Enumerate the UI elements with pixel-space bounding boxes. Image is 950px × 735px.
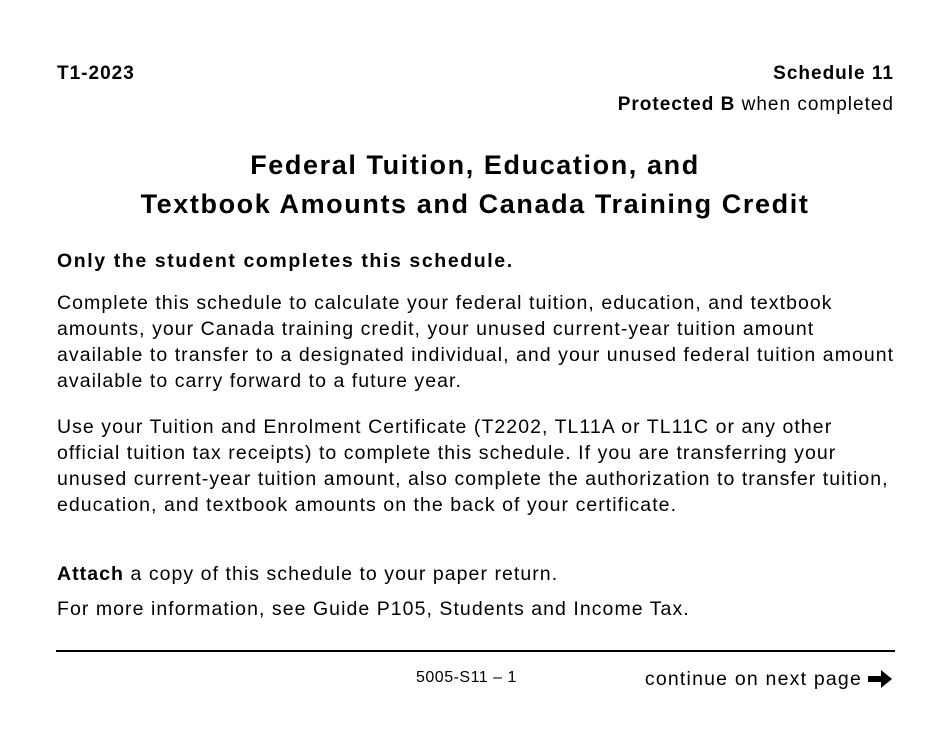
form-number: 5005-S11 – 1: [416, 669, 517, 686]
footer-divider: [56, 650, 895, 652]
arrow-right-icon: [866, 667, 894, 691]
attach-instruction: [57, 561, 902, 587]
page-title-line-1: Federal Tuition, Education, and: [250, 150, 700, 180]
more-info-text: For more information, see Guide P105, Students and Income Tax.: [57, 598, 690, 620]
protected-status-rest: when completed: [735, 94, 894, 115]
header-right: [618, 63, 894, 116]
page-title: [0, 146, 950, 224]
only-student-notice: Only the student completes this schedule.: [57, 250, 514, 272]
intro-paragraph-2: Use your Tuition and Enrolment Certificate (T2202, TL11A or TL11C or any other official tuition tax receipts) to complete this schedule. If you are transferring your unused current-year tuition amount, also complete the authorization to transfer tuition, education, and textbook amounts on the back of your certificate.: [57, 416, 889, 516]
intro-paragraph-1: Complete this schedule to calculate your federal tuition, education, and textbook amounts, your Canada training credit, your unused current-year tuition amount available to transfer to a designated individual, and your unused federal tuition amount available to carry forward to a future year.: [57, 292, 895, 392]
continue-next-page: [645, 667, 894, 691]
attach-bold: Attach: [57, 563, 124, 585]
form-id: T1-2023: [57, 63, 135, 84]
protected-status: [618, 94, 894, 116]
protected-status-bold: Protected B: [617, 94, 736, 115]
page-title-line-2: Textbook Amounts and Canada Training Credit: [140, 189, 810, 219]
schedule-number: Schedule 11: [773, 63, 894, 84]
continue-label: continue on next page: [644, 667, 862, 690]
attach-rest: a copy of this schedule to your paper return.: [123, 563, 559, 585]
